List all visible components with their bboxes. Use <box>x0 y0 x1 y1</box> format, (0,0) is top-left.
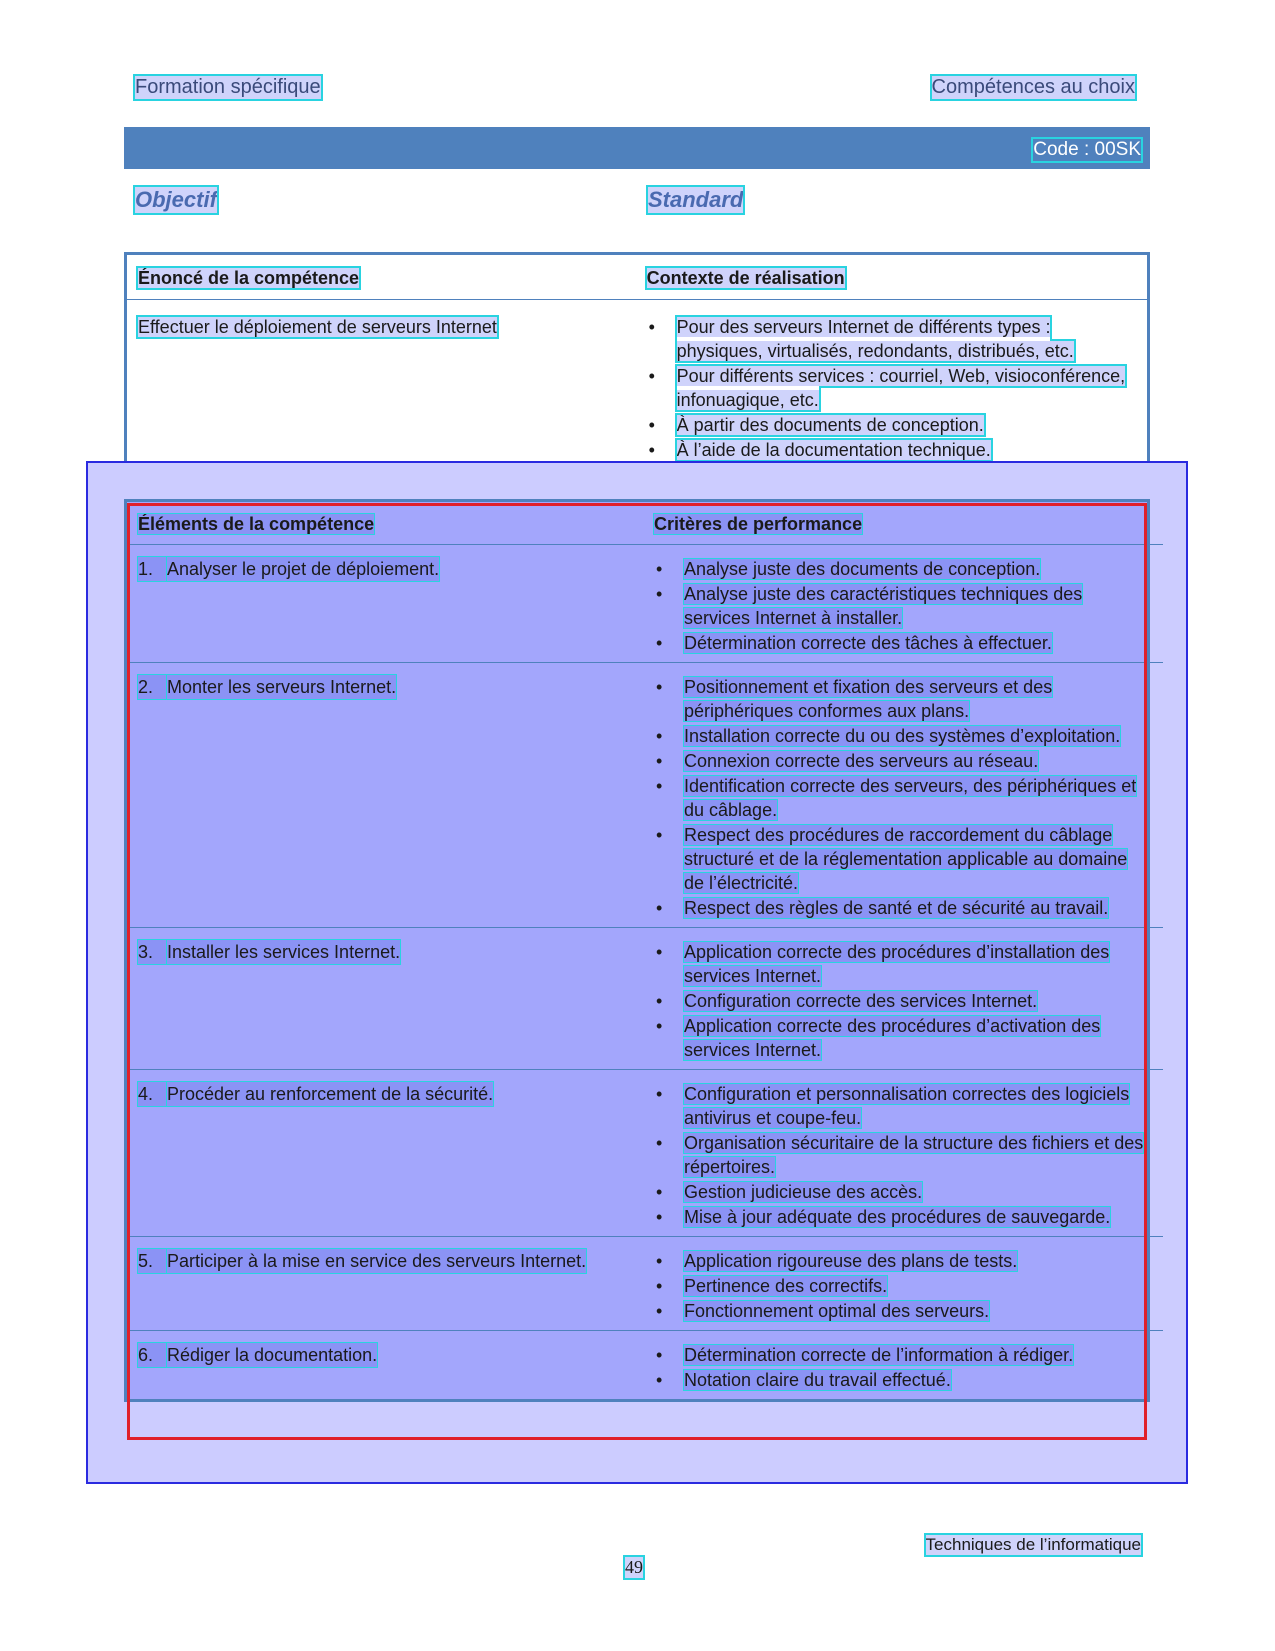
header-competence-type: Compétences au choix <box>931 76 1135 98</box>
element-text: Participer à la mise en service des serveurs Internet. <box>167 1251 587 1271</box>
list-item: • Application correcte des procédures d’installation des services Internet. <box>654 940 1151 988</box>
list-item: • Analyse juste des caractéristiques techniques des services Internet à installer. <box>654 582 1151 630</box>
performance-criteria-table <box>127 502 1163 1399</box>
element-number: 1. <box>138 557 167 581</box>
criteres-header: Critères de performance <box>654 502 1163 545</box>
table-row <box>127 928 1163 1070</box>
list-item: • Respect des règles de santé et de sécurité au travail. <box>654 896 1151 920</box>
contexte-list <box>647 315 1135 462</box>
element-number: 4. <box>138 1082 167 1106</box>
table-row <box>127 663 1163 928</box>
footer-program-name: Techniques de l’informatique <box>925 1535 1141 1554</box>
list-item: • À l’aide de la documentation technique. <box>647 438 1135 462</box>
competence-statement-table <box>124 252 1150 466</box>
list-item: • Respect des procédures de raccordement du câblage structuré et de la réglementation applicable au domaine de l’électricité. <box>654 823 1151 895</box>
objectif-heading: Objectif <box>135 187 217 212</box>
element-number: 3. <box>138 940 167 964</box>
performance-criteria-table-wrapper <box>124 499 1150 1402</box>
list-item: • Configuration et personnalisation correctes des logiciels antivirus et coupe-feu. <box>654 1082 1151 1130</box>
competence-code: Code : 00SK <box>1033 139 1141 160</box>
list-item: • Fonctionnement optimal des serveurs. <box>654 1299 1151 1323</box>
element-text: Procéder au renforcement de la sécurité. <box>167 1084 494 1104</box>
contexte-header: Contexte de réalisation <box>647 254 1149 300</box>
criteria-list <box>654 1249 1151 1323</box>
list-item: • Application correcte des procédures d’activation des services Internet. <box>654 1014 1151 1062</box>
criteria-list <box>654 940 1151 1062</box>
table-row <box>127 1331 1163 1400</box>
list-item: • Application rigoureuse des plans de tests. <box>654 1249 1151 1273</box>
list-item: • Positionnement et fixation des serveurs et des périphériques conformes aux plans. <box>654 675 1151 723</box>
standard-heading: Standard <box>648 187 744 212</box>
list-item: • Identification correcte des serveurs, des périphériques et du câblage. <box>654 774 1151 822</box>
table-row <box>127 1070 1163 1237</box>
element-text: Installer les services Internet. <box>167 942 401 962</box>
list-item: • Pour des serveurs Internet de différents types : physiques, virtualisés, redondants, distribués, etc. <box>647 315 1135 363</box>
list-item: • Configuration correcte des services Internet. <box>654 989 1151 1013</box>
enonce-header: Énoncé de la compétence <box>126 254 647 300</box>
header-program-section: Formation spécifique <box>135 76 321 98</box>
list-item: • Organisation sécuritaire de la structure des fichiers et des répertoires. <box>654 1131 1151 1179</box>
element-number: 5. <box>138 1249 167 1273</box>
criteria-list <box>654 1343 1151 1392</box>
element-text: Monter les serveurs Internet. <box>167 677 397 697</box>
criteria-list <box>654 557 1151 655</box>
list-item: • À partir des documents de conception. <box>647 413 1135 437</box>
table-row <box>127 1237 1163 1331</box>
element-number: 2. <box>138 675 167 699</box>
table-row <box>127 545 1163 663</box>
criteria-list <box>654 675 1151 920</box>
list-item: • Pour différents services : courriel, Web, visioconférence, infonuagique, etc. <box>647 364 1135 412</box>
list-item: • Installation correcte du ou des systèmes d’exploitation. <box>654 724 1151 748</box>
list-item: • Analyse juste des documents de conception. <box>654 557 1151 581</box>
elements-header: Éléments de la compétence <box>127 502 654 545</box>
list-item: • Pertinence des correctifs. <box>654 1274 1151 1298</box>
list-item: • Mise à jour adéquate des procédures de sauvegarde. <box>654 1205 1151 1229</box>
list-item: • Notation claire du travail effectué. <box>654 1368 1151 1392</box>
code-band <box>124 127 1150 169</box>
element-text: Analyser le projet de déploiement. <box>167 559 440 579</box>
enonce-cell: Effectuer le déploiement de serveurs Internet <box>138 317 497 337</box>
list-item: • Détermination correcte des tâches à effectuer. <box>654 631 1151 655</box>
element-number: 6. <box>138 1343 167 1367</box>
criteria-list <box>654 1082 1151 1229</box>
page-number: 49 <box>625 1557 643 1577</box>
list-item: • Gestion judicieuse des accès. <box>654 1180 1151 1204</box>
list-item: • Détermination correcte de l’information à rédiger. <box>654 1343 1151 1367</box>
element-text: Rédiger la documentation. <box>167 1345 378 1365</box>
list-item: • Connexion correcte des serveurs au réseau. <box>654 749 1151 773</box>
